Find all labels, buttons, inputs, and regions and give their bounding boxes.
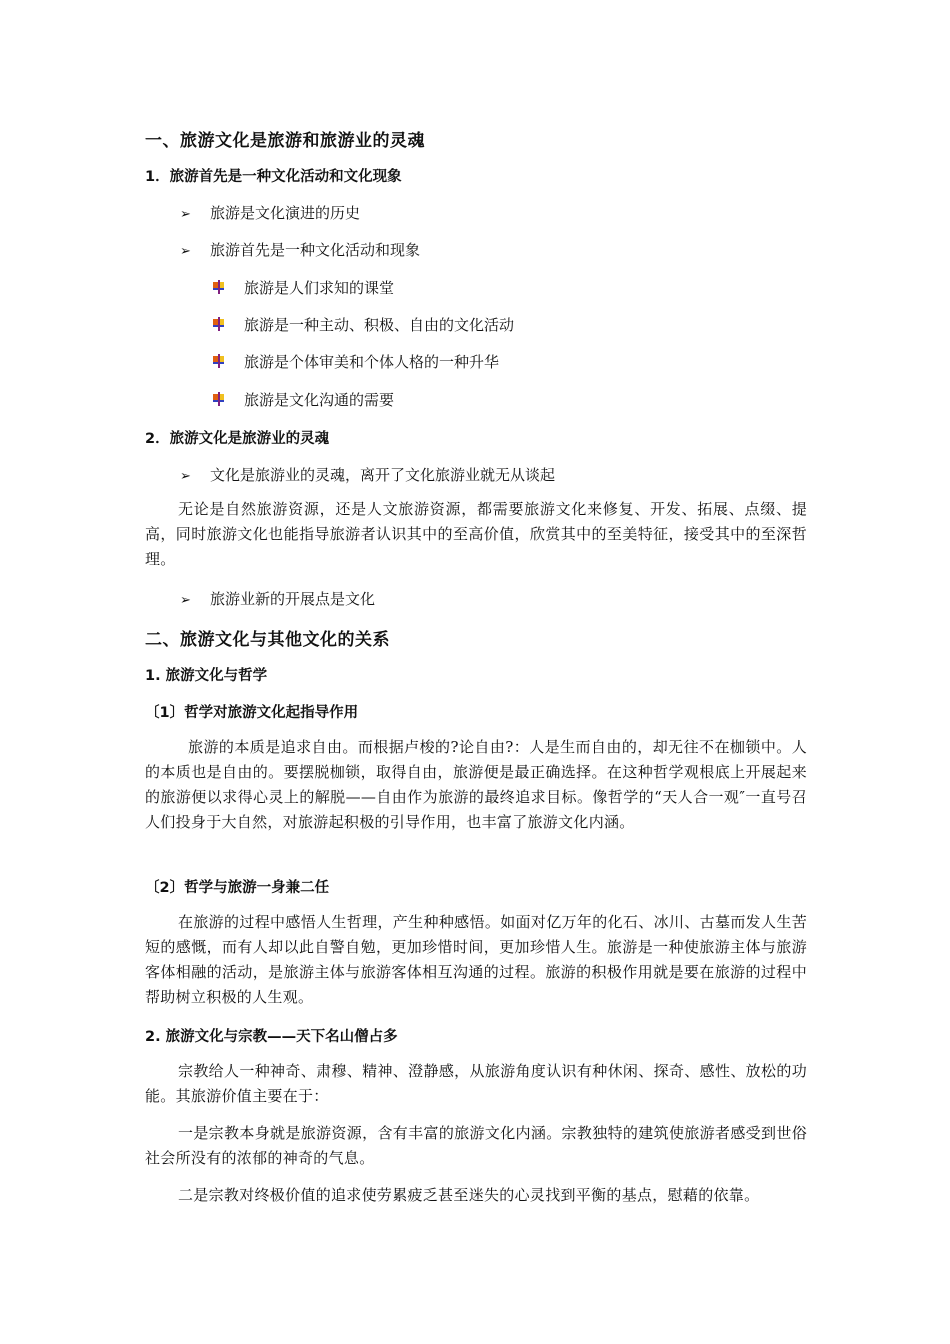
subsection-heading: 〔1〕哲学对旅游文化起指导作用: [145, 705, 359, 721]
section1-sub2-heading: 2．旅游文化是旅游业的灵魂: [145, 431, 330, 447]
body-paragraph: 二是宗教对终极价值的追求使劳累疲乏甚至迷失的心灵找到平衡的基点，慰藉的依靠。: [178, 1186, 760, 1204]
list-item: ➢ 旅游业新的开展点是文化: [180, 590, 376, 608]
section2-sub2-heading: 2. 旅游文化与宗教——天下名山僧占多: [145, 1029, 398, 1045]
list-item: 旅游是个体审美和个体人格的一种升华: [212, 351, 499, 372]
list-item: 旅游是一种主动、积极、自由的文化活动: [212, 314, 514, 335]
list-item: 旅游是人们求知的课堂: [212, 277, 394, 298]
list-item: ➢ 旅游首先是一种文化活动和现象: [180, 241, 421, 259]
body-paragraph: 在旅游的过程中感悟人生哲理，产生种种感悟。如面对亿万年的化石、冰川、古墓而发人生苦短的感慨，而有人却以此自警自勉，更加珍惜时间，更加珍惜人生。旅游是一种使旅游主体与旅游客体相融的活动，是旅游主体与旅游客体相互沟通的过程。旅游的积极作用就是要在旅游的过程中帮助树立积极的人生观。: [145, 913, 807, 1006]
body-paragraph: 一是宗教本身就是旅游资源，含有丰富的旅游文化内涵。宗教独特的建筑使旅游者感受到世俗社会所没有的浓郁的神奇的气息。: [145, 1124, 807, 1167]
body-paragraph: 旅游的本质是追求自由。而根据卢梭的?论自由?：人是生而自由的，却无往不在枷锁中。人的本质也是自由的。要摆脱枷锁，取得自由，旅游便是最正确选择。在这种哲学观根底上开展起来的旅游便以求得心灵上的解脱——自由作为旅游的最终追求目标。像哲学的“天人合一观″一直号召人们投身于大自然，对旅游起积极的引导作用，也丰富了旅游文化内涵。: [145, 738, 807, 831]
body-paragraph: 无论是自然旅游资源，还是人文旅游资源，都需要旅游文化来修复、开发、拓展、点缀、提高，同时旅游文化也能指导旅游者认识其中的至高价值，欣赏其中的至美特征，接受其中的至深哲理。: [145, 500, 807, 568]
arrowhead-bullet-icon: ➢: [180, 244, 191, 259]
pushpin-bullet-icon: [212, 354, 244, 372]
arrowhead-bullet-icon: ➢: [180, 469, 191, 484]
list-item: 旅游是文化沟通的需要: [212, 389, 394, 410]
list-item: ➢ 旅游是文化演进的历史: [180, 204, 361, 222]
section1-heading: 一、旅游文化是旅游和旅游业的灵魂: [145, 131, 425, 151]
pushpin-bullet-icon: [212, 392, 244, 410]
arrowhead-bullet-icon: ➢: [180, 207, 191, 222]
pushpin-bullet-icon: [212, 317, 244, 335]
section2-heading: 二、旅游文化与其他文化的关系: [145, 630, 390, 650]
list-item: ➢ 文化是旅游业的灵魂，离开了文化旅游业就无从谈起: [180, 466, 556, 484]
subsection-heading: 〔2〕哲学与旅游一身兼二任: [145, 880, 330, 896]
section2-sub1-heading: 1. 旅游文化与哲学: [145, 668, 268, 684]
pushpin-bullet-icon: [212, 280, 244, 298]
arrowhead-bullet-icon: ➢: [180, 593, 191, 608]
section1-sub1-heading: 1．旅游首先是一种文化活动和文化现象: [145, 169, 402, 185]
body-paragraph: 宗教给人一种神奇、肃穆、精神、澄静感，从旅游角度认识有种休闲、探奇、感性、放松的功能。其旅游价值主要在于：: [145, 1062, 807, 1105]
